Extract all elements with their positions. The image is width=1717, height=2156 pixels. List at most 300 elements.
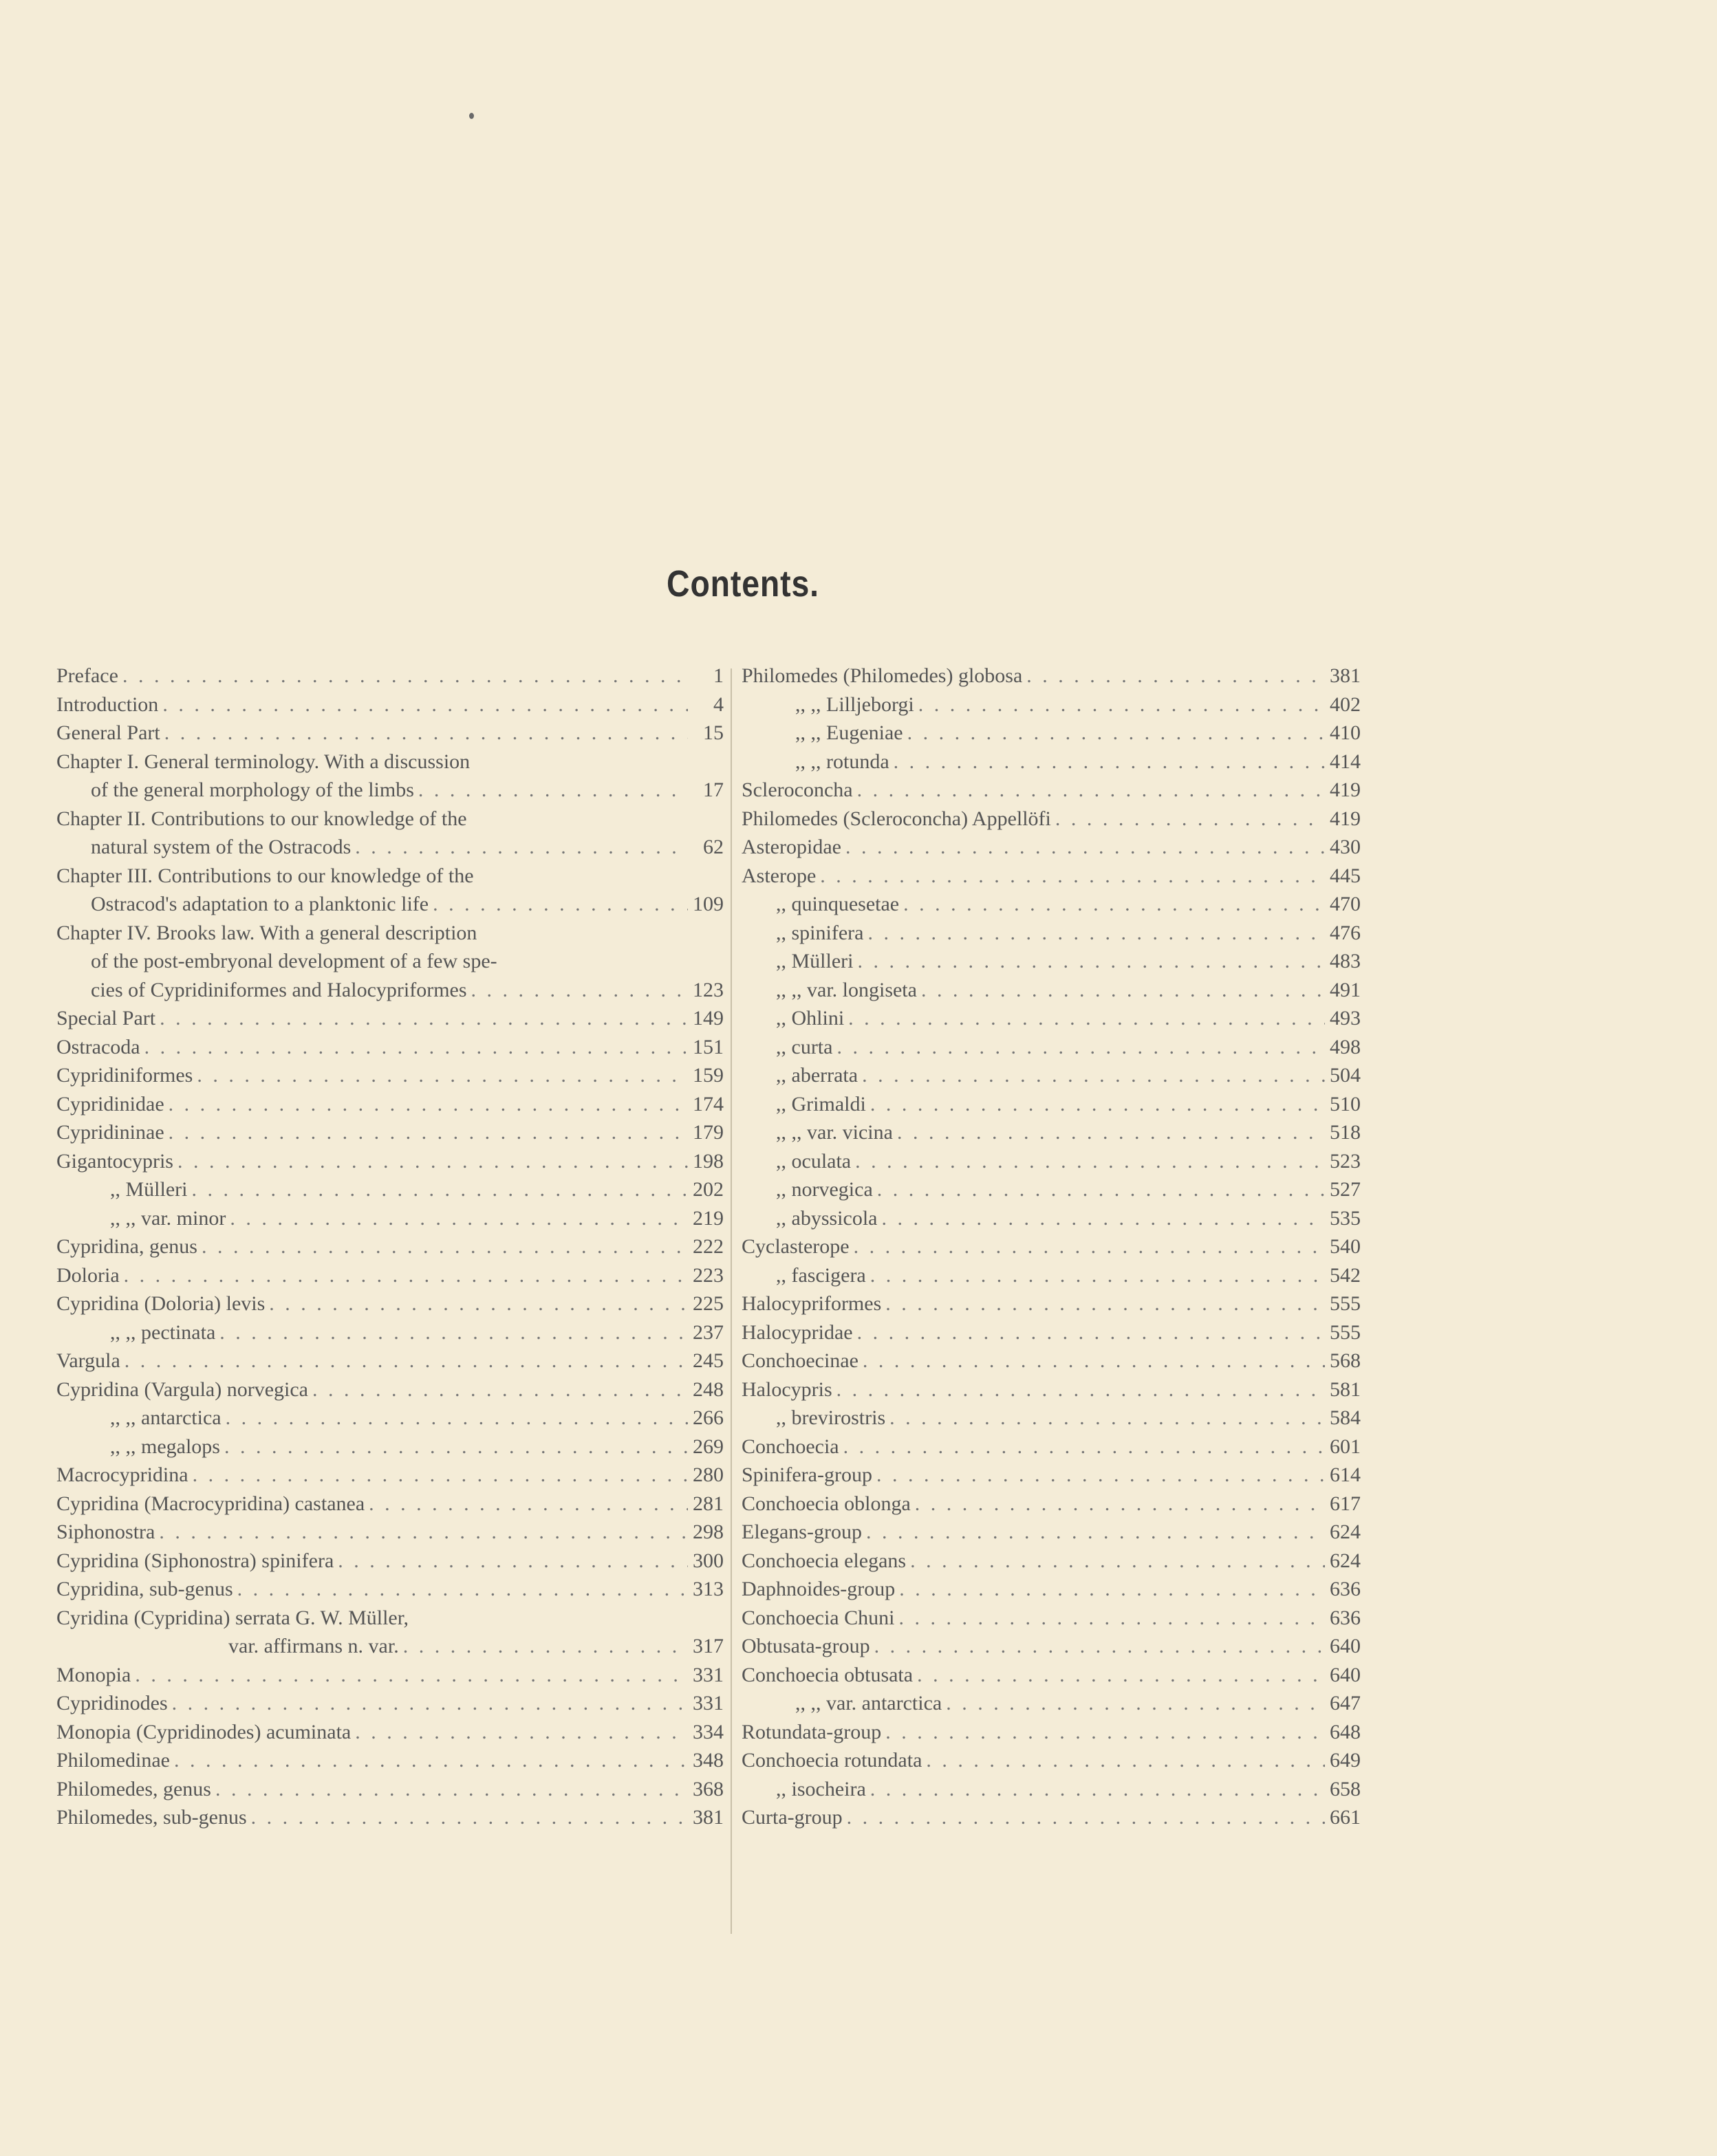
entry-page-number: 1 [713, 664, 724, 687]
left-column-entry [56, 1433, 724, 1461]
entry-page-number: 281 [693, 1492, 724, 1515]
entry-label: ,, quinquesetae [776, 893, 900, 915]
dot-leader [845, 833, 1325, 862]
dot-leader [471, 976, 688, 1005]
left-column-text-line: of the post-embryonal development of a few spe- [91, 950, 497, 972]
entry-page-number: 410 [1330, 721, 1361, 744]
entry-label: Conchoecia oblonga [742, 1492, 911, 1515]
dot-leader [903, 890, 1325, 919]
entry-page-number: 555 [1330, 1292, 1361, 1315]
entry-page-number: 504 [1330, 1064, 1361, 1087]
entry-label: Monopia (Cypridinodes) acuminata [56, 1720, 352, 1743]
entry-page-number: 331 [693, 1692, 724, 1714]
right-column-entry [742, 1004, 1361, 1033]
entry-label: ,, ,, Eugeniae [795, 721, 903, 744]
entry-page-number: 348 [693, 1749, 724, 1772]
entry-page-number: 647 [1330, 1692, 1361, 1714]
dot-leader [125, 1347, 688, 1375]
entry-page-number: 636 [1330, 1578, 1361, 1600]
right-column-entry [742, 776, 1361, 805]
right-column-entry [742, 805, 1361, 834]
entry-label: cies of Cypridiniformes and Halocypriformes [91, 978, 467, 1001]
dot-leader [836, 1375, 1325, 1404]
left-column-entry [56, 1518, 724, 1547]
left-column-text-line: Cyridina (Cypridina) serrata G. W. Müller, [56, 1606, 409, 1629]
dot-leader [876, 1461, 1325, 1490]
left-column-entry [56, 1289, 724, 1318]
dot-leader [863, 1347, 1325, 1375]
right-column-entry [742, 1318, 1361, 1347]
right-column-entry [742, 1261, 1361, 1290]
entry-label: Cypridina (Doloria) levis [56, 1292, 266, 1315]
entry-page-number: 280 [693, 1463, 724, 1486]
entry-label: Elegans-group [742, 1521, 862, 1543]
entry-label: ,, ,, var. antarctica [795, 1692, 942, 1714]
dot-leader [1055, 805, 1325, 834]
dot-leader [144, 1033, 688, 1062]
entry-label: Halocypridae [742, 1320, 853, 1344]
right-column-entry [742, 1433, 1361, 1461]
right-column-entry [742, 1461, 1361, 1490]
right-column-entry [742, 1175, 1361, 1204]
dot-leader [122, 662, 688, 690]
dot-leader [847, 1803, 1325, 1832]
entry-label: Cypridinidae [56, 1092, 164, 1115]
entry-page-number: 640 [1330, 1635, 1361, 1657]
entry-page-number: 402 [1330, 693, 1361, 716]
entry-page-number: 636 [1330, 1606, 1361, 1629]
contents-left-column [56, 662, 724, 1832]
entry-page-number: 470 [1330, 893, 1361, 915]
dot-leader [1026, 662, 1325, 690]
left-column-entry [56, 1175, 724, 1204]
entry-label: Macrocypridina [56, 1463, 188, 1486]
entry-page-number: 523 [1330, 1149, 1361, 1173]
entry-label: ,, ,, Lilljeborgi [795, 693, 914, 716]
entry-label: ,, ,, megalops [110, 1435, 220, 1458]
entry-page-number: 601 [1330, 1435, 1361, 1458]
entry-label: ,, oculata [776, 1149, 852, 1173]
left-column-entry [56, 1575, 724, 1604]
entry-page-number: 202 [693, 1178, 724, 1201]
dot-leader [866, 1518, 1325, 1547]
entry-page-number: 219 [693, 1206, 724, 1230]
right-column-entry [742, 719, 1361, 748]
right-column-entry [742, 1090, 1361, 1119]
left-column-entry [56, 1033, 724, 1062]
left-column-entry [56, 776, 724, 805]
entry-label: ,, ,, var. longiseta [776, 978, 917, 1001]
right-column-entry [742, 1689, 1361, 1718]
entry-page-number: 540 [1330, 1235, 1361, 1258]
left-column-entry [56, 1347, 724, 1375]
dot-leader [857, 776, 1325, 805]
right-column-entry [742, 1518, 1361, 1547]
entry-page-number: 248 [693, 1378, 724, 1401]
right-column-entry [742, 1033, 1361, 1062]
left-column-entry [56, 833, 724, 862]
dot-leader [224, 1433, 688, 1461]
left-column-entry [56, 1261, 724, 1290]
entry-page-number: 640 [1330, 1663, 1361, 1686]
left-column-entry [56, 1061, 724, 1090]
right-column-entry [742, 1490, 1361, 1518]
entry-page-number: 317 [693, 1635, 724, 1657]
left-column-entry [56, 1718, 724, 1747]
right-column-entry [742, 1661, 1361, 1690]
right-column-entry [742, 1718, 1361, 1747]
entry-page-number: 17 [703, 778, 724, 801]
dot-leader [862, 1061, 1325, 1090]
entry-label: ,, Ohlini [776, 1007, 845, 1030]
entry-page-number: 419 [1330, 807, 1361, 830]
entry-label: Scleroconcha [742, 778, 853, 801]
entry-page-number: 368 [693, 1777, 724, 1800]
dot-leader [418, 776, 688, 805]
left-column-entry [56, 1689, 724, 1718]
entry-page-number: 649 [1330, 1749, 1361, 1772]
right-column-entry [742, 1232, 1361, 1261]
entry-page-number: 298 [693, 1521, 724, 1543]
dot-leader [160, 1004, 688, 1033]
right-column-entry [742, 1803, 1361, 1832]
entry-label: Introduction [56, 693, 159, 716]
entry-label: Conchoecia Chuni [742, 1606, 895, 1629]
right-column-entry [742, 1746, 1361, 1775]
dot-leader [881, 1204, 1325, 1233]
right-column-entry [742, 1061, 1361, 1090]
dot-leader [355, 1718, 688, 1747]
dot-leader [403, 1632, 688, 1661]
right-column-entry [742, 1547, 1361, 1576]
dot-leader [162, 690, 688, 719]
entry-label: Preface [56, 664, 118, 687]
dot-leader [197, 1061, 688, 1090]
entry-label: Cyclasterope [742, 1235, 850, 1258]
dot-leader [820, 862, 1325, 891]
dot-leader [870, 1090, 1325, 1119]
dot-leader [215, 1775, 688, 1804]
dot-leader [910, 1547, 1325, 1576]
entry-page-number: 149 [693, 1007, 724, 1030]
entry-page-number: 614 [1330, 1463, 1361, 1486]
entry-label: var. affirmans n. var. [228, 1635, 399, 1657]
entry-label: Vargula [56, 1349, 120, 1372]
dot-leader [921, 976, 1325, 1005]
right-column-entry [742, 947, 1361, 976]
left-column-entry [56, 1632, 724, 1661]
entry-label: ,, ,, var. minor [110, 1206, 226, 1230]
left-column-text-line: Chapter III. Contributions to our knowledge of the [56, 864, 474, 887]
entry-label: ,, norvegica [776, 1178, 873, 1201]
right-column-entry [742, 1289, 1361, 1318]
entry-page-number: 498 [1330, 1035, 1361, 1058]
dot-leader [164, 719, 688, 748]
entry-label: Curta-group [742, 1806, 843, 1829]
left-column-entry [56, 1404, 724, 1433]
left-column-entry [56, 976, 724, 1005]
right-column-entry [742, 1118, 1361, 1147]
dot-leader [946, 1689, 1325, 1718]
right-column-entry [742, 1347, 1361, 1375]
entry-label: Philomedes, genus [56, 1777, 211, 1800]
entry-label: Conchoecia [742, 1435, 839, 1458]
dot-leader [874, 1632, 1325, 1661]
entry-label: Ostracoda [56, 1035, 140, 1058]
page-title: Contents. [667, 563, 819, 605]
left-column-entry [56, 1490, 724, 1518]
entry-page-number: 648 [1330, 1720, 1361, 1743]
contents-right-column [742, 662, 1361, 1832]
dot-leader [870, 1775, 1325, 1804]
entry-label: Philomedinae [56, 1749, 170, 1772]
entry-page-number: 151 [693, 1035, 724, 1058]
entry-label: Spinifera-group [742, 1463, 872, 1486]
dot-leader [369, 1490, 688, 1518]
entry-label: ,, fascigera [776, 1263, 866, 1287]
entry-page-number: 555 [1330, 1320, 1361, 1344]
right-column-entry [742, 1204, 1361, 1233]
right-column-entry [742, 748, 1361, 776]
entry-label: Special Part [56, 1007, 156, 1030]
entry-page-number: 334 [693, 1720, 724, 1743]
dot-leader [870, 1261, 1325, 1290]
right-column-entry [742, 1604, 1361, 1633]
dot-leader [843, 1433, 1325, 1461]
dot-leader [898, 1604, 1325, 1633]
right-column-entry [742, 1404, 1361, 1433]
entry-page-number: 245 [693, 1349, 724, 1372]
entry-label: Obtusata-group [742, 1635, 870, 1657]
left-column-text-line: Chapter IV. Brooks law. With a general description [56, 921, 477, 944]
entry-page-number: 266 [693, 1406, 724, 1429]
entry-label: Conchoecia obtusata [742, 1663, 914, 1686]
entry-label: Cypridinodes [56, 1692, 168, 1714]
entry-label: General Part [56, 721, 160, 744]
left-column-entry [56, 1803, 724, 1832]
entry-label: Conchoecia elegans [742, 1549, 907, 1572]
left-column-entry [56, 1090, 724, 1119]
left-column-entry [56, 1004, 724, 1033]
left-column-entry [56, 890, 724, 919]
entry-label: Conchoecia rotundata [742, 1749, 922, 1772]
entry-label: Philomedes (Scleroconcha) Appellöfi [742, 807, 1051, 830]
entry-page-number: 491 [1330, 978, 1361, 1001]
entry-label: Cypridininae [56, 1121, 164, 1144]
entry-page-number: 581 [1330, 1378, 1361, 1401]
entry-page-number: 624 [1330, 1521, 1361, 1543]
right-column-entry [742, 662, 1361, 690]
entry-label: Conchoecinae [742, 1349, 859, 1372]
right-column-entry [742, 1575, 1361, 1604]
right-column-entry [742, 976, 1361, 1005]
dot-leader [907, 719, 1325, 748]
entry-label: Ostracod's adaptation to a planktonic life [91, 893, 429, 915]
left-column-entry [56, 1318, 724, 1347]
entry-label: Cypridina (Vargula) norvegica [56, 1378, 308, 1401]
entry-label: Daphnoides-group [742, 1578, 896, 1600]
entry-label: Halocypris [742, 1378, 832, 1401]
dot-leader [338, 1547, 688, 1576]
entry-page-number: 414 [1330, 750, 1361, 773]
entry-label: of the general morphology of the limbs [91, 778, 414, 801]
dot-leader [894, 748, 1325, 776]
entry-label: Monopia [56, 1663, 131, 1686]
entry-page-number: 225 [693, 1292, 724, 1315]
left-column-text-line: Chapter II. Contributions to our knowledge of the [56, 807, 467, 830]
left-column-entry [56, 719, 724, 748]
dot-leader [192, 1175, 689, 1204]
entry-page-number: 62 [703, 836, 724, 858]
entry-label: Cypridina (Macrocypridina) castanea [56, 1492, 365, 1515]
entry-page-number: 568 [1330, 1349, 1361, 1372]
entry-label: Philomedes, sub-genus [56, 1806, 247, 1829]
entry-page-number: 584 [1330, 1406, 1361, 1429]
entry-page-number: 109 [693, 893, 724, 915]
entry-page-number: 493 [1330, 1007, 1361, 1030]
right-column-entry [742, 919, 1361, 948]
entry-label: Asteropidae [742, 836, 841, 858]
left-column-entry [56, 1775, 724, 1804]
right-column-entry [742, 1775, 1361, 1804]
left-column-entry [56, 1746, 724, 1775]
entry-page-number: 123 [693, 978, 724, 1001]
entry-label: Cypridiniformes [56, 1064, 193, 1087]
dot-leader [885, 1289, 1325, 1318]
entry-page-number: 15 [703, 721, 724, 744]
entry-label: ,, aberrata [776, 1064, 859, 1087]
entry-page-number: 483 [1330, 950, 1361, 972]
entry-page-number: 658 [1330, 1777, 1361, 1800]
left-column-entry [56, 1118, 724, 1147]
column-divider [731, 668, 732, 1934]
entry-label: ,, curta [776, 1035, 833, 1058]
dot-leader [854, 1232, 1325, 1261]
dot-leader [885, 1718, 1325, 1747]
entry-page-number: 430 [1330, 836, 1361, 858]
entry-page-number: 179 [693, 1121, 724, 1144]
entry-page-number: 617 [1330, 1492, 1361, 1515]
dot-leader [124, 1261, 688, 1290]
entry-page-number: 198 [693, 1149, 724, 1173]
entry-page-number: 331 [693, 1663, 724, 1686]
dot-leader [230, 1204, 688, 1233]
dot-leader [219, 1318, 688, 1347]
dot-leader [237, 1575, 688, 1604]
entry-page-number: 174 [693, 1092, 724, 1115]
entry-page-number: 535 [1330, 1206, 1361, 1230]
entry-page-number: 269 [693, 1435, 724, 1458]
dot-leader [857, 1318, 1325, 1347]
entry-label: ,, Mülleri [776, 950, 854, 972]
left-column-entry [56, 1461, 724, 1490]
entry-page-number: 445 [1330, 864, 1361, 887]
entry-label: Gigantocypris [56, 1149, 173, 1173]
dot-leader [193, 1461, 688, 1490]
entry-page-number: 4 [713, 693, 724, 716]
entry-page-number: 237 [693, 1320, 724, 1344]
entry-label: ,, spinifera [776, 921, 864, 944]
dot-leader [897, 1118, 1325, 1147]
right-column-entry [742, 862, 1361, 891]
entry-label: Doloria [56, 1263, 120, 1287]
dot-leader [917, 1661, 1325, 1690]
entry-label: ,, Mülleri [110, 1178, 188, 1201]
left-column-entry [56, 1375, 724, 1404]
left-column-text-line: Chapter I. General terminology. With a discussion [56, 750, 471, 773]
right-column-entry [742, 1632, 1361, 1661]
left-column-entry [56, 1204, 724, 1233]
entry-label: Cypridina (Siphonostra) spinifera [56, 1549, 334, 1572]
entry-label: Philomedes (Philomedes) globosa [742, 664, 1023, 687]
dot-leader [858, 947, 1326, 976]
right-column-entry [742, 1147, 1361, 1176]
dot-leader [169, 1118, 688, 1147]
dot-leader [433, 890, 688, 919]
dot-leader [899, 1575, 1325, 1604]
entry-page-number: 300 [693, 1549, 724, 1572]
entry-page-number: 419 [1330, 778, 1361, 801]
entry-label: Halocypriformes [742, 1292, 882, 1315]
dot-leader [172, 1689, 688, 1718]
left-column-entry [56, 662, 724, 690]
dot-leader [135, 1661, 688, 1690]
entry-page-number: 381 [1330, 664, 1361, 687]
right-column-entry [742, 890, 1361, 919]
entry-page-number: 510 [1330, 1092, 1361, 1115]
entry-label: ,, ,, antarctica [110, 1406, 222, 1429]
page-speck [469, 113, 474, 119]
dot-leader [169, 1090, 688, 1119]
dot-leader [251, 1803, 688, 1832]
entry-page-number: 381 [693, 1806, 724, 1829]
left-column-entry [56, 1661, 724, 1690]
entry-page-number: 223 [693, 1263, 724, 1287]
dot-leader [174, 1746, 688, 1775]
entry-label: Rotundata-group [742, 1720, 882, 1743]
dot-leader [889, 1404, 1325, 1433]
entry-label: ,, ,, pectinata [110, 1320, 216, 1344]
dot-leader [926, 1746, 1325, 1775]
left-column-entry [56, 1232, 724, 1261]
entry-page-number: 518 [1330, 1121, 1361, 1144]
entry-label: ,, abyssicola [776, 1206, 878, 1230]
entry-page-number: 222 [693, 1235, 724, 1258]
entry-page-number: 159 [693, 1064, 724, 1087]
right-column-entry [742, 1375, 1361, 1404]
dot-leader [159, 1518, 688, 1547]
dot-leader [848, 1004, 1325, 1033]
entry-label: natural system of the Ostracods [91, 836, 352, 858]
dot-leader [836, 1033, 1325, 1062]
entry-label: ,, brevirostris [776, 1406, 886, 1429]
dot-leader [312, 1375, 688, 1404]
dot-leader [355, 833, 688, 862]
entry-page-number: 624 [1330, 1549, 1361, 1572]
dot-leader [918, 690, 1325, 719]
entry-label: Cypridina, genus [56, 1235, 197, 1258]
entry-label: Cypridina, sub-genus [56, 1578, 233, 1600]
dot-leader [269, 1289, 688, 1318]
entry-label: Siphonostra [56, 1521, 155, 1543]
entry-label: Asterope [742, 864, 817, 887]
entry-page-number: 542 [1330, 1263, 1361, 1287]
dot-leader [877, 1175, 1325, 1204]
left-column-entry [56, 1547, 724, 1576]
dot-leader [202, 1232, 688, 1261]
entry-label: ,, Grimaldi [776, 1092, 866, 1115]
entry-page-number: 313 [693, 1578, 724, 1600]
